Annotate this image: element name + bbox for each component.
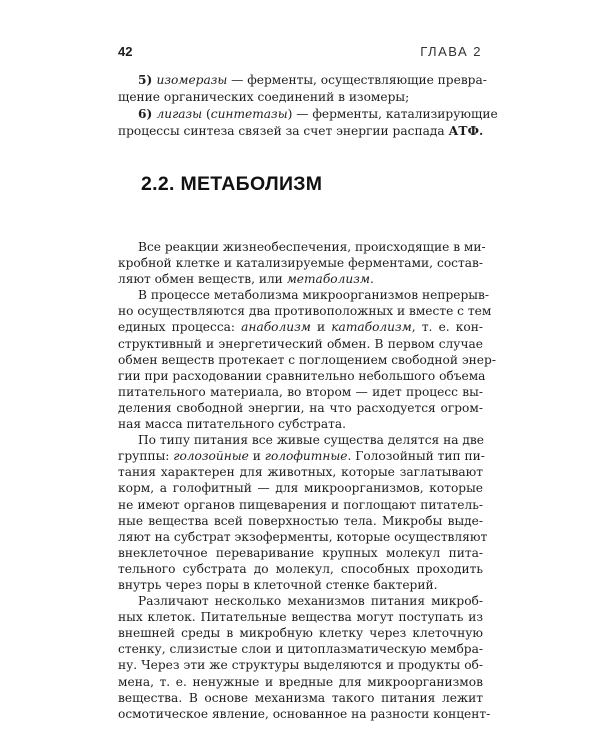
text-line	[118, 287, 489, 303]
text-run: гии при расходовании сравнительно небольшого объема	[118, 368, 486, 383]
text-line	[118, 255, 483, 271]
text-run: . Голозойный тип пи-	[347, 449, 485, 464]
text-run: Все реакции жизнеобеспечения, происходящие в ми-	[138, 240, 486, 254]
text-line	[118, 336, 483, 352]
text-line	[118, 513, 483, 529]
text-run: деления свободной энергии, на что расходуется огром-	[118, 400, 483, 415]
text-line	[118, 271, 483, 287]
text-line	[118, 625, 483, 641]
text-run: щение органических соединений в изомеры;	[118, 90, 410, 104]
enzyme-list-continuation	[118, 72, 498, 140]
text-line	[118, 577, 483, 593]
text-line	[118, 432, 483, 448]
text-run: ляют обмен веществ, или	[118, 272, 287, 287]
text-run: — ферменты, осуществляющие превра-	[227, 73, 487, 87]
text-run: структивный и энергетический обмен. В первом случае	[118, 336, 483, 351]
text-run: и	[248, 449, 265, 464]
text-run: но осуществляются два противоположных и вместе с тем	[118, 304, 492, 319]
section-body-text	[118, 239, 496, 722]
text-run: стенку, слизистые слои и цитоплазматическую мембра-	[118, 642, 483, 657]
text-line	[118, 706, 491, 722]
text-line	[118, 641, 483, 657]
text-line	[118, 72, 487, 89]
text-run: корм, а голофитный — для микроорганизмов, которые	[118, 481, 483, 496]
text-run: внешней среды в микробную клетку через клеточную	[118, 626, 483, 641]
bold-text: 6)	[138, 107, 157, 121]
text-run: ну. Через эти же структуры выделяются и продукты об-	[118, 658, 483, 673]
page-number: 42	[118, 44, 133, 59]
text-line	[118, 352, 496, 368]
text-line	[118, 561, 483, 577]
text-run: осмотическое явление, основанное на разности концент-	[118, 706, 491, 721]
text-run: , т. е. кон-	[411, 320, 483, 335]
text-run: внеклеточное переваривание крупных молекул пита-	[118, 545, 483, 560]
bold-text: 5)	[138, 73, 157, 87]
text-line	[118, 239, 486, 255]
italic-term: анаболизм	[241, 320, 311, 335]
text-run: процессы синтеза связей за счет энергии распада	[118, 124, 449, 138]
text-line	[118, 593, 483, 609]
text-run: единых процесса:	[118, 320, 242, 335]
text-run: вещества. В основе механизма такого питания лежит	[118, 690, 483, 705]
text-run: и	[310, 320, 332, 335]
text-line	[118, 545, 483, 561]
text-line	[118, 319, 483, 335]
text-run: группы:	[118, 449, 174, 464]
text-line	[118, 384, 483, 400]
italic-term: метаболизм	[286, 272, 370, 287]
text-line	[118, 448, 483, 464]
text-run: ные вещества всей поверхностью тела. Микробы выде-	[118, 513, 483, 528]
running-header-chapter: ГЛАВА 2	[420, 44, 482, 59]
text-line	[118, 303, 492, 319]
text-run: ная масса питательного субстрата.	[118, 417, 346, 432]
text-run: не имеют органов пищеварения и поглощают питатель-	[118, 497, 483, 512]
text-run: (	[202, 107, 211, 121]
text-run: тания характерен для животных, которые заглатывают	[118, 465, 483, 480]
text-run: обмен веществ протекает с поглощением свободной энер-	[118, 352, 496, 367]
text-line	[118, 123, 483, 140]
text-line	[118, 368, 486, 384]
text-line	[118, 106, 498, 123]
section-heading: 2.2. МЕТАБОЛИЗМ	[141, 173, 323, 195]
text-line	[118, 690, 483, 706]
text-run: внутрь через поры в клеточной стенке бактерий.	[118, 577, 438, 592]
text-line	[118, 416, 483, 432]
text-run: ных клеток. Питательные вещества могут поступать из	[118, 610, 483, 625]
text-line	[118, 609, 483, 625]
text-run: мена, т. е. ненужные и вредные для микроорганизмов	[118, 674, 483, 689]
text-line	[118, 464, 483, 480]
italic-term: синтетазы	[210, 107, 288, 121]
italic-term: голозойные	[173, 449, 249, 464]
text-run: .	[369, 272, 374, 287]
italic-term: голофитные	[264, 449, 348, 464]
text-line	[118, 657, 483, 673]
text-line	[118, 529, 488, 545]
text-run: тельного субстрата до молекул, способных проходить	[118, 561, 483, 576]
text-run: кробной клетке и катализируемые ферментами, состав-	[118, 256, 483, 271]
text-run: ляют на субстрат экзоферменты, которые осуществляют	[118, 529, 488, 544]
text-line	[118, 497, 483, 513]
text-line	[118, 400, 483, 416]
italic-term: изомеразы	[156, 73, 228, 87]
text-run: ) — ферменты, катализирующие	[287, 107, 498, 121]
text-run: В процессе метаболизма микроорганизмов непрерыв-	[138, 288, 489, 303]
text-run: По типу питания все живые существа делятся на две	[138, 433, 484, 448]
text-line	[118, 89, 483, 106]
text-line	[118, 674, 483, 690]
text-run: Различают несколько механизмов питания микроб-	[138, 594, 483, 609]
text-run: питательного материала, во втором — идет процесс вы-	[118, 384, 483, 399]
text-line	[118, 480, 483, 496]
bold-text: АТФ.	[448, 124, 484, 138]
italic-term: катаболизм	[331, 320, 412, 335]
italic-term: лигазы	[156, 107, 203, 121]
